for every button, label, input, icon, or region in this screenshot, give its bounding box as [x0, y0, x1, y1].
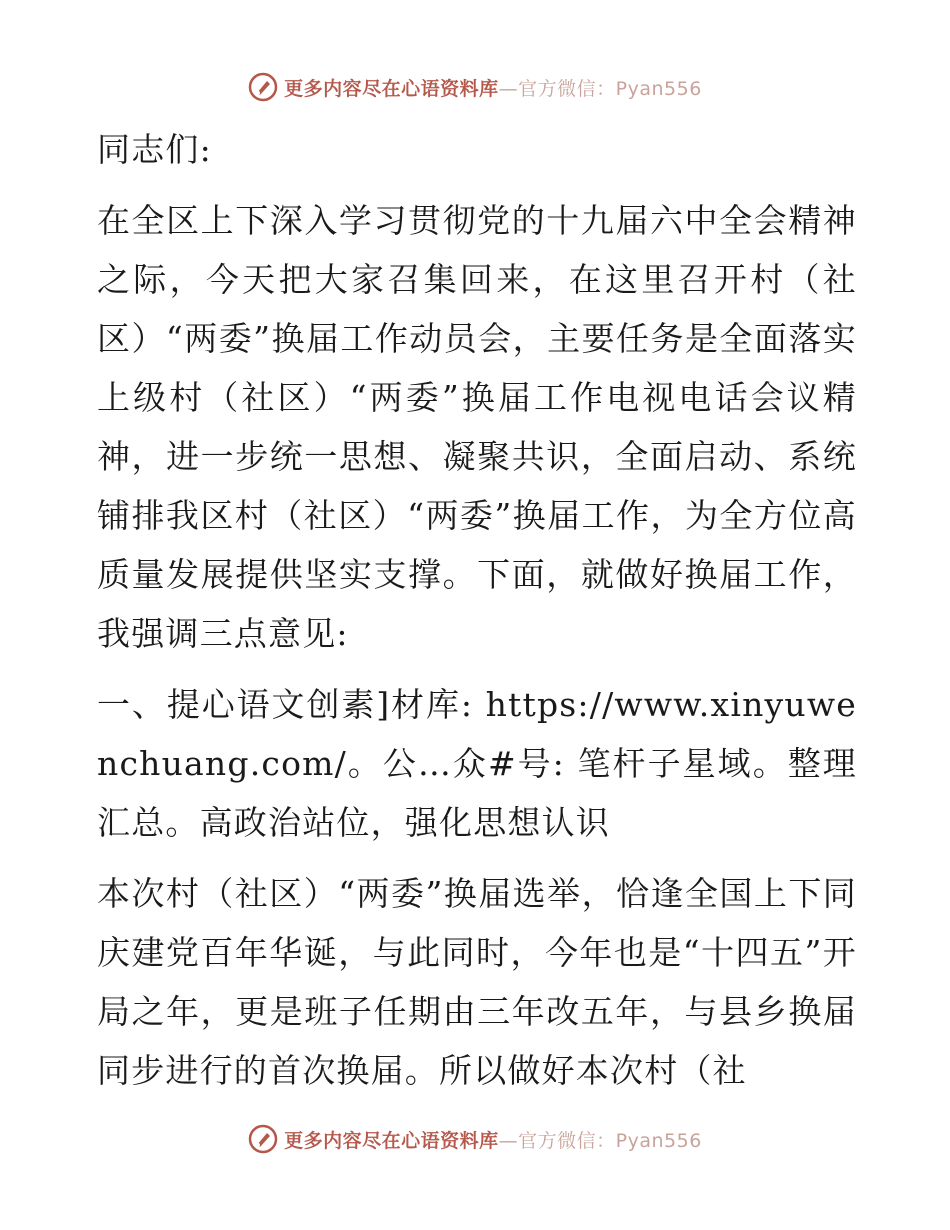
- greeting: 同志们:: [97, 130, 212, 169]
- paragraph-intro: 在全区上下深入学习贯彻党的十九届六中全会精神之际，今天把大家召集回来，在这里召开村（社区）“两委”换届工作动员会，主要任务是全面落实上级村（社区）“两委”换届工作电视电话会议精神，进一步统一思想、凝聚共识，全面启动、系统铺排我区村（社区）“两委”换届工作，为全方位高质量发展提供坚实支撑。下面，就做好换届工作，我强调三点意见:: [97, 201, 857, 653]
- watermark-text: [284, 1126, 702, 1153]
- paragraph-section-one-body: 本次村（社区）“两委”换届选举，恰逢全国上下同庆建党百年华诞，与此同时，今年也是“十四五”开局之年，更是班子任期由三年改五年，与县乡换届同步进行的首次换届。所以做好本次村（社: [97, 874, 857, 1090]
- footer-watermark: [0, 1124, 950, 1154]
- pen-nib-icon: [248, 1124, 278, 1154]
- header-watermark: [0, 72, 950, 102]
- watermark-suffix-text: —官方微信：Pyan556: [498, 77, 702, 100]
- watermark-main-text: 更多内容尽在心语资料库: [284, 77, 499, 100]
- document-body: [97, 120, 857, 1112]
- pen-nib-icon: [248, 72, 278, 102]
- paragraph-section-one-heading: 一、提心语文创素]材库: https://www.xinyuwenchuang.com/。公…众#号: 笔杆子星域。整理汇总。高政治站位，强化思想认识: [97, 685, 857, 842]
- watermark-main-text: 更多内容尽在心语资料库: [284, 1129, 499, 1152]
- watermark-suffix-text: —官方微信：Pyan556: [498, 1129, 702, 1152]
- watermark-text: [284, 74, 702, 101]
